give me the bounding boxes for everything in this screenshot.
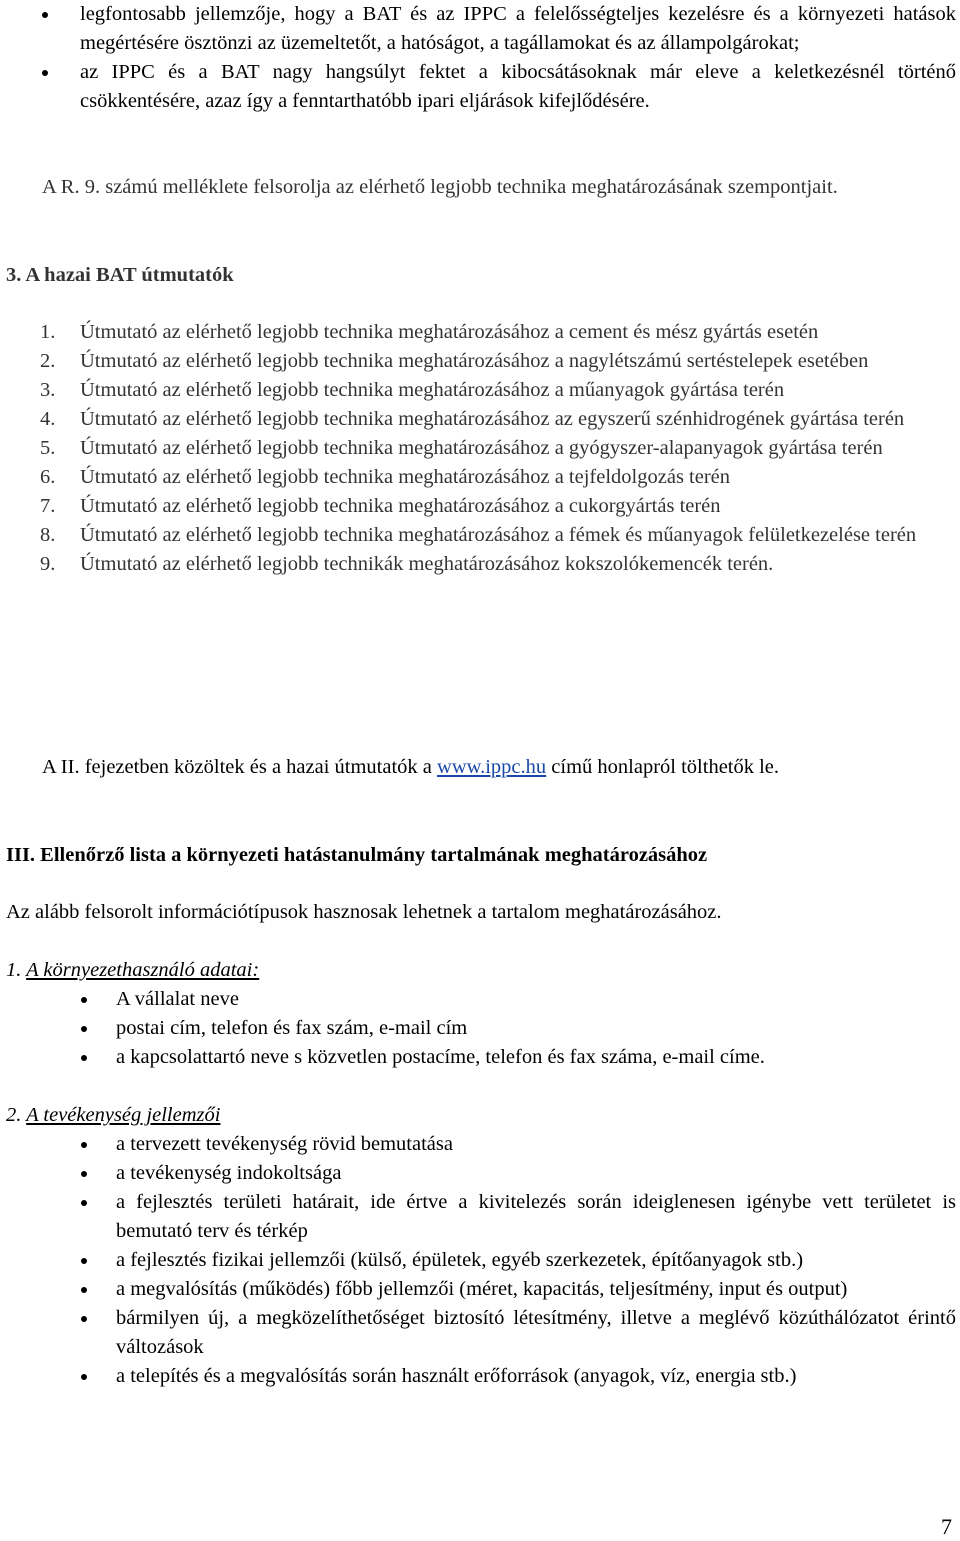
list-item: postai cím, telefon és fax szám, e-mail cím <box>116 1014 956 1043</box>
list-item <box>40 376 956 405</box>
list-item <box>40 347 956 376</box>
intro-bullet-list <box>80 0 956 116</box>
list-item: az IPPC és a BAT nagy hangsúlyt fektet a kibocsátásoknak már eleve a keletkezésnél történő csökkentésére, azaz így a fenntarthatóbb ipari eljárások kifejlődésére. <box>80 58 956 116</box>
user-data-list <box>116 985 956 1072</box>
list-item: a tervezett tevékenység rövid bemutatása <box>116 1130 956 1159</box>
subsection-title: A környezethasználó adatai: <box>26 959 260 981</box>
ippc-website-link[interactable]: www.ippc.hu <box>437 756 547 778</box>
download-text-after: című honlapról tölthetők le. <box>546 756 780 778</box>
list-item: a tevékenység indokoltsága <box>116 1159 956 1188</box>
list-number: 9. <box>40 553 56 575</box>
list-item <box>40 318 956 347</box>
list-item-text: Útmutató az elérhető legjobb technika meghatározásához a gyógyszer-alapanyagok gyártása terén <box>80 437 883 459</box>
list-item: a kapcsolattartó neve s közvetlen postacíme, telefon és fax száma, e-mail címe. <box>116 1043 956 1072</box>
bat-guides-list <box>40 318 956 579</box>
list-item: a fejlesztés fizikai jellemzői (külső, épületek, egyéb szerkezetek, építőanyagok stb.) <box>116 1246 956 1275</box>
list-number: 3. <box>40 379 56 401</box>
list-item-text: Útmutató az elérhető legjobb technika meghatározásához a cukorgyártás terén <box>80 495 721 517</box>
list-item: a megvalósítás (működés) főbb jellemzői (méret, kapacitás, teljesítmény, input és output) <box>116 1275 956 1304</box>
list-item-text: Útmutató az elérhető legjobb technika meghatározásához a műanyagok gyártása terén <box>80 379 785 401</box>
list-number: 8. <box>40 524 56 546</box>
list-item: a telepítés és a megvalósítás során használt erőforrások (anyagok, víz, energia stb.) <box>116 1362 956 1391</box>
list-item-text: Útmutató az elérhető legjobb technikák meghatározásához kokszolókemencék terén. <box>80 553 774 575</box>
list-number: 4. <box>40 408 56 430</box>
list-item: bármilyen új, a megközelíthetőséget biztosító létesítmény, illetve a meglévő közúthálózatot érintő változások <box>116 1304 956 1362</box>
list-item-text: Útmutató az elérhető legjobb technika meghatározásához a nagylétszámú sertéstelepek esetében <box>80 350 869 372</box>
list-item: a fejlesztés területi határait, ide értve a kivitelezés során ideiglenesen igénybe vett területet is bemutató terv és térkép <box>116 1188 956 1246</box>
list-number: 5. <box>40 437 56 459</box>
activity-list <box>116 1130 956 1391</box>
subsection-number: 2. <box>6 1104 27 1126</box>
list-item-text: Útmutató az elérhető legjobb technika meghatározásához az egyszerű szénhidrogének gyártása terén <box>80 408 905 430</box>
subsection-number: 1. <box>6 959 27 981</box>
list-item: A vállalat neve <box>116 985 956 1014</box>
section-heading-checklist: III. Ellenőrző lista a környezeti hatástanulmány tartalmának meghatározásához <box>6 844 708 866</box>
download-text-before: A II. fejezetben közöltek és a hazai útmutatók a <box>42 756 438 778</box>
list-item <box>40 492 956 521</box>
subsection-heading-user-data <box>6 956 259 985</box>
list-item <box>40 550 956 579</box>
list-number: 1. <box>40 321 56 343</box>
list-number: 2. <box>40 350 56 372</box>
list-item <box>40 521 956 550</box>
download-paragraph <box>42 753 956 782</box>
r9-paragraph: A R. 9. számú melléklete felsorolja az elérhető legjobb technika meghatározásának szempontjait. <box>42 176 838 198</box>
list-item <box>40 463 956 492</box>
checklist-intro: Az alább felsorolt információtípusok hasznosak lehetnek a tartalom meghatározásához. <box>6 901 722 923</box>
list-number: 6. <box>40 466 56 488</box>
list-item <box>40 434 956 463</box>
list-item-text: Útmutató az elérhető legjobb technika meghatározásához a fémek és műanyagok felületkezelése terén <box>80 524 917 546</box>
subsection-heading-activity <box>6 1101 220 1130</box>
subsection-title: A tevékenység jellemzői <box>26 1104 221 1126</box>
section-heading-bat-guides: 3. A hazai BAT útmutatók <box>6 264 234 286</box>
list-number: 7. <box>40 495 56 517</box>
list-item-text: Útmutató az elérhető legjobb technika meghatározásához a cement és mész gyártás esetén <box>80 321 819 343</box>
list-item: legfontosabb jellemzője, hogy a BAT és az IPPC a felelősségteljes kezelésre és a környezeti hatások megértésére ösztönzi az üzemeltetőt, a hatóságot, a tagállamokat és az állampolgárokat; <box>80 0 956 58</box>
list-item <box>40 405 956 434</box>
page-number: 7 <box>941 1514 952 1539</box>
list-item-text: Útmutató az elérhető legjobb technika meghatározásához a tejfeldolgozás terén <box>80 466 731 488</box>
